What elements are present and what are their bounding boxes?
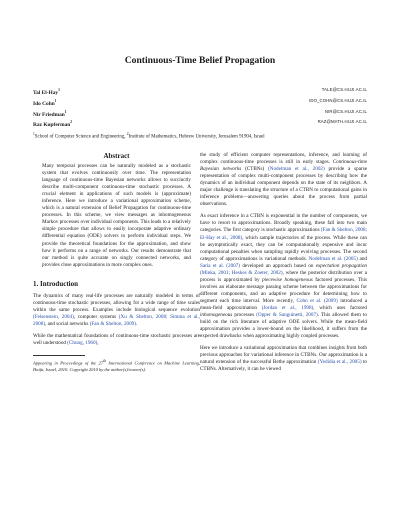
footnote-divider — [33, 355, 85, 356]
author-name: Ido Cohn$^1$ — [33, 98, 57, 107]
author-name: Nir Friedman$^1$ — [33, 109, 67, 118]
body-paragraph-3: Here we introduce a variational approximation that combines insights from both previous approaches for variational inference in CTBNs. Our approximation is a natural extension of the successful Bethe approximation (Yedidia et al., 2005) to CTBNs. Alternatively, it can be viewed — [200, 345, 367, 373]
citation-link[interactable]: (Fan & Shelton, 2008; El-Hay et al., 2008) — [200, 227, 367, 241]
footnote: Appearing in Proceedings of the 27th International Conference on Machine Learning, Haifa, Israel, 2010. Copyright 2010 by the author(s)/owner(s). — [33, 359, 200, 372]
author-row — [33, 118, 367, 129]
citation-link[interactable]: (Yedidia et al., 2005) — [317, 359, 362, 366]
author-email: IDO_COHN@CS.HUJI.AC.IL — [309, 97, 367, 103]
abstract-heading: Abstract — [103, 152, 130, 160]
abstract-body — [33, 163, 200, 269]
intro-paragraph-2: While the mathematical foundations of continuous-time stochastic processes are well understood (Chung, 1960), — [33, 332, 200, 346]
author-row — [33, 108, 367, 119]
citation-link[interactable]: (Fan & Shelton, 2009) — [89, 320, 136, 327]
section-heading-introduction: 1. Introduction — [33, 279, 78, 288]
right-column — [200, 152, 367, 373]
citation-link[interactable]: Cohn et al. (2009) — [296, 297, 338, 304]
citation-link[interactable]: (Minka, 2001; Heskes & Zoeter, 2002) — [200, 269, 283, 276]
citation-link[interactable]: (Xu & Shelton, 2008; Simma et al., 2008) — [33, 313, 200, 327]
citation-link[interactable]: Nodelman et al. (2005) — [308, 255, 358, 262]
paper-title: Continuous-Time Belief Propagation — [124, 55, 276, 66]
citation-link[interactable]: (Opper & Sanguinetti, 2007) — [256, 312, 318, 319]
author-name: Raz Kupferman$^2$ — [33, 120, 73, 129]
citation-link[interactable]: (Nodelman et al., 2002) — [268, 166, 325, 173]
author-block — [33, 86, 367, 142]
citation-link[interactable]: Saria et al. (2007) — [200, 262, 241, 269]
body-paragraph-2: As exact inference in a CTBN is exponential in the number of components, we have to resort to approximations. Broadly speaking, these fall into two main categories. The first category is stochastic approximations (Fan & Shelton, 2008; El-Hay et al., 2008), which sample trajectories of the process. While these can be asymptotically exact, they can be computationally expensive and incur computational penalties when sampling rapidly evolving processes. The second category of approximations is variational methods. Nodelman et al. (2005) and Saria et al. (2007) developed an approach based on expectation propagation (Minka, 2001; Heskes & Zoeter, 2002), where the posterior distribution over a process is approximated by piecewise homogeneous factored processes. This involves an elaborate message passing scheme between the approximations for different components, and an adaptive procedure for determining how to segment each time interval. More recently, Cohn et al. (2009) introduced a mean-field approximation (Jordan et al., 1998), which uses factored inhomogeneous processes (Opper & Sanguinetti, 2007). This allowed them to build on the rich literature of adaptive ODE solvers. While the mean-field approximation provides a lower-bound on the likelihood, it suffers from the expected drawbacks when approximating highly coupled processes. — [200, 213, 368, 340]
author-row — [33, 97, 367, 108]
body-paragraph-1: the study of efficient computer representations, inference, and learning of complex continuous-time processes is still in early stages. Continuous-time Bayesian networks (CTBNs) (Nodelman et al., 2002) provide a sparse representation of complex multi-component processes by describing how the dynamics of an individual component depends on the state of its neighbors. A major challenge is translating the structure of a CTBN to computational gains in inference problems—answering queries about the process from partial observations. — [200, 152, 367, 208]
author-row — [33, 86, 367, 97]
left-column — [33, 152, 200, 373]
author-name: Tal El-Hay$^1$ — [33, 88, 60, 96]
citation-link[interactable]: (Felsenstein, 2004) — [33, 313, 74, 320]
author-email: NIR@CS.HUJI.AC.IL — [324, 108, 367, 114]
citation-link[interactable]: (Chung, 1960) — [67, 339, 98, 346]
abstract-text: Many temporal processes can be naturally modeled as a stochastic system that evolves continuously over time. The representation language of continuous-time Bayesian networks allows to succinctly describe multi-component continuous-time stochastic processes. A crucial element in applications of such models is (approximate) inference. Here we introduce a variational approximation scheme, which is a natural extension of Belief Propagation for continuous-time processes. In this scheme, we view messages as inhomogeneous Markov processes over individual components. This leads to a relatively simple procedure that allows to easily incorporate adaptive ordinary differential equation (ODE) solvers to perform individual steps. We provide the theoretical foundations for the approximation, and show how it performs on a range of networks. Our results demonstrate that our method is quite accurate on singly connected networks, and provides close approximations in more complex ones. — [42, 163, 191, 268]
affiliation-line: $^1$School of Computer Science and Engineering, $^2$Institute of Mathematics, Hebrew University, Jerusalem 91904, Israel — [33, 132, 265, 140]
citation-link[interactable]: (Jordan et al., 1998) — [261, 304, 314, 311]
author-email: TALE@CS.HUJI.AC.IL — [321, 87, 367, 92]
intro-paragraph-1: The dynamics of many real-life processes are naturally modeled in terms of continuous-time stochastic processes, allowing for a wide range of time scales within the same process. Examples include biological sequence evolution (Felsenstein, 2004), computer systems (Xu & Shelton, 2008; Simma et al., 2008), and social networks (Fan & Shelton, 2009). — [33, 292, 200, 327]
author-email: RAZ@MATH.HUJI.AC.IL — [317, 119, 367, 125]
